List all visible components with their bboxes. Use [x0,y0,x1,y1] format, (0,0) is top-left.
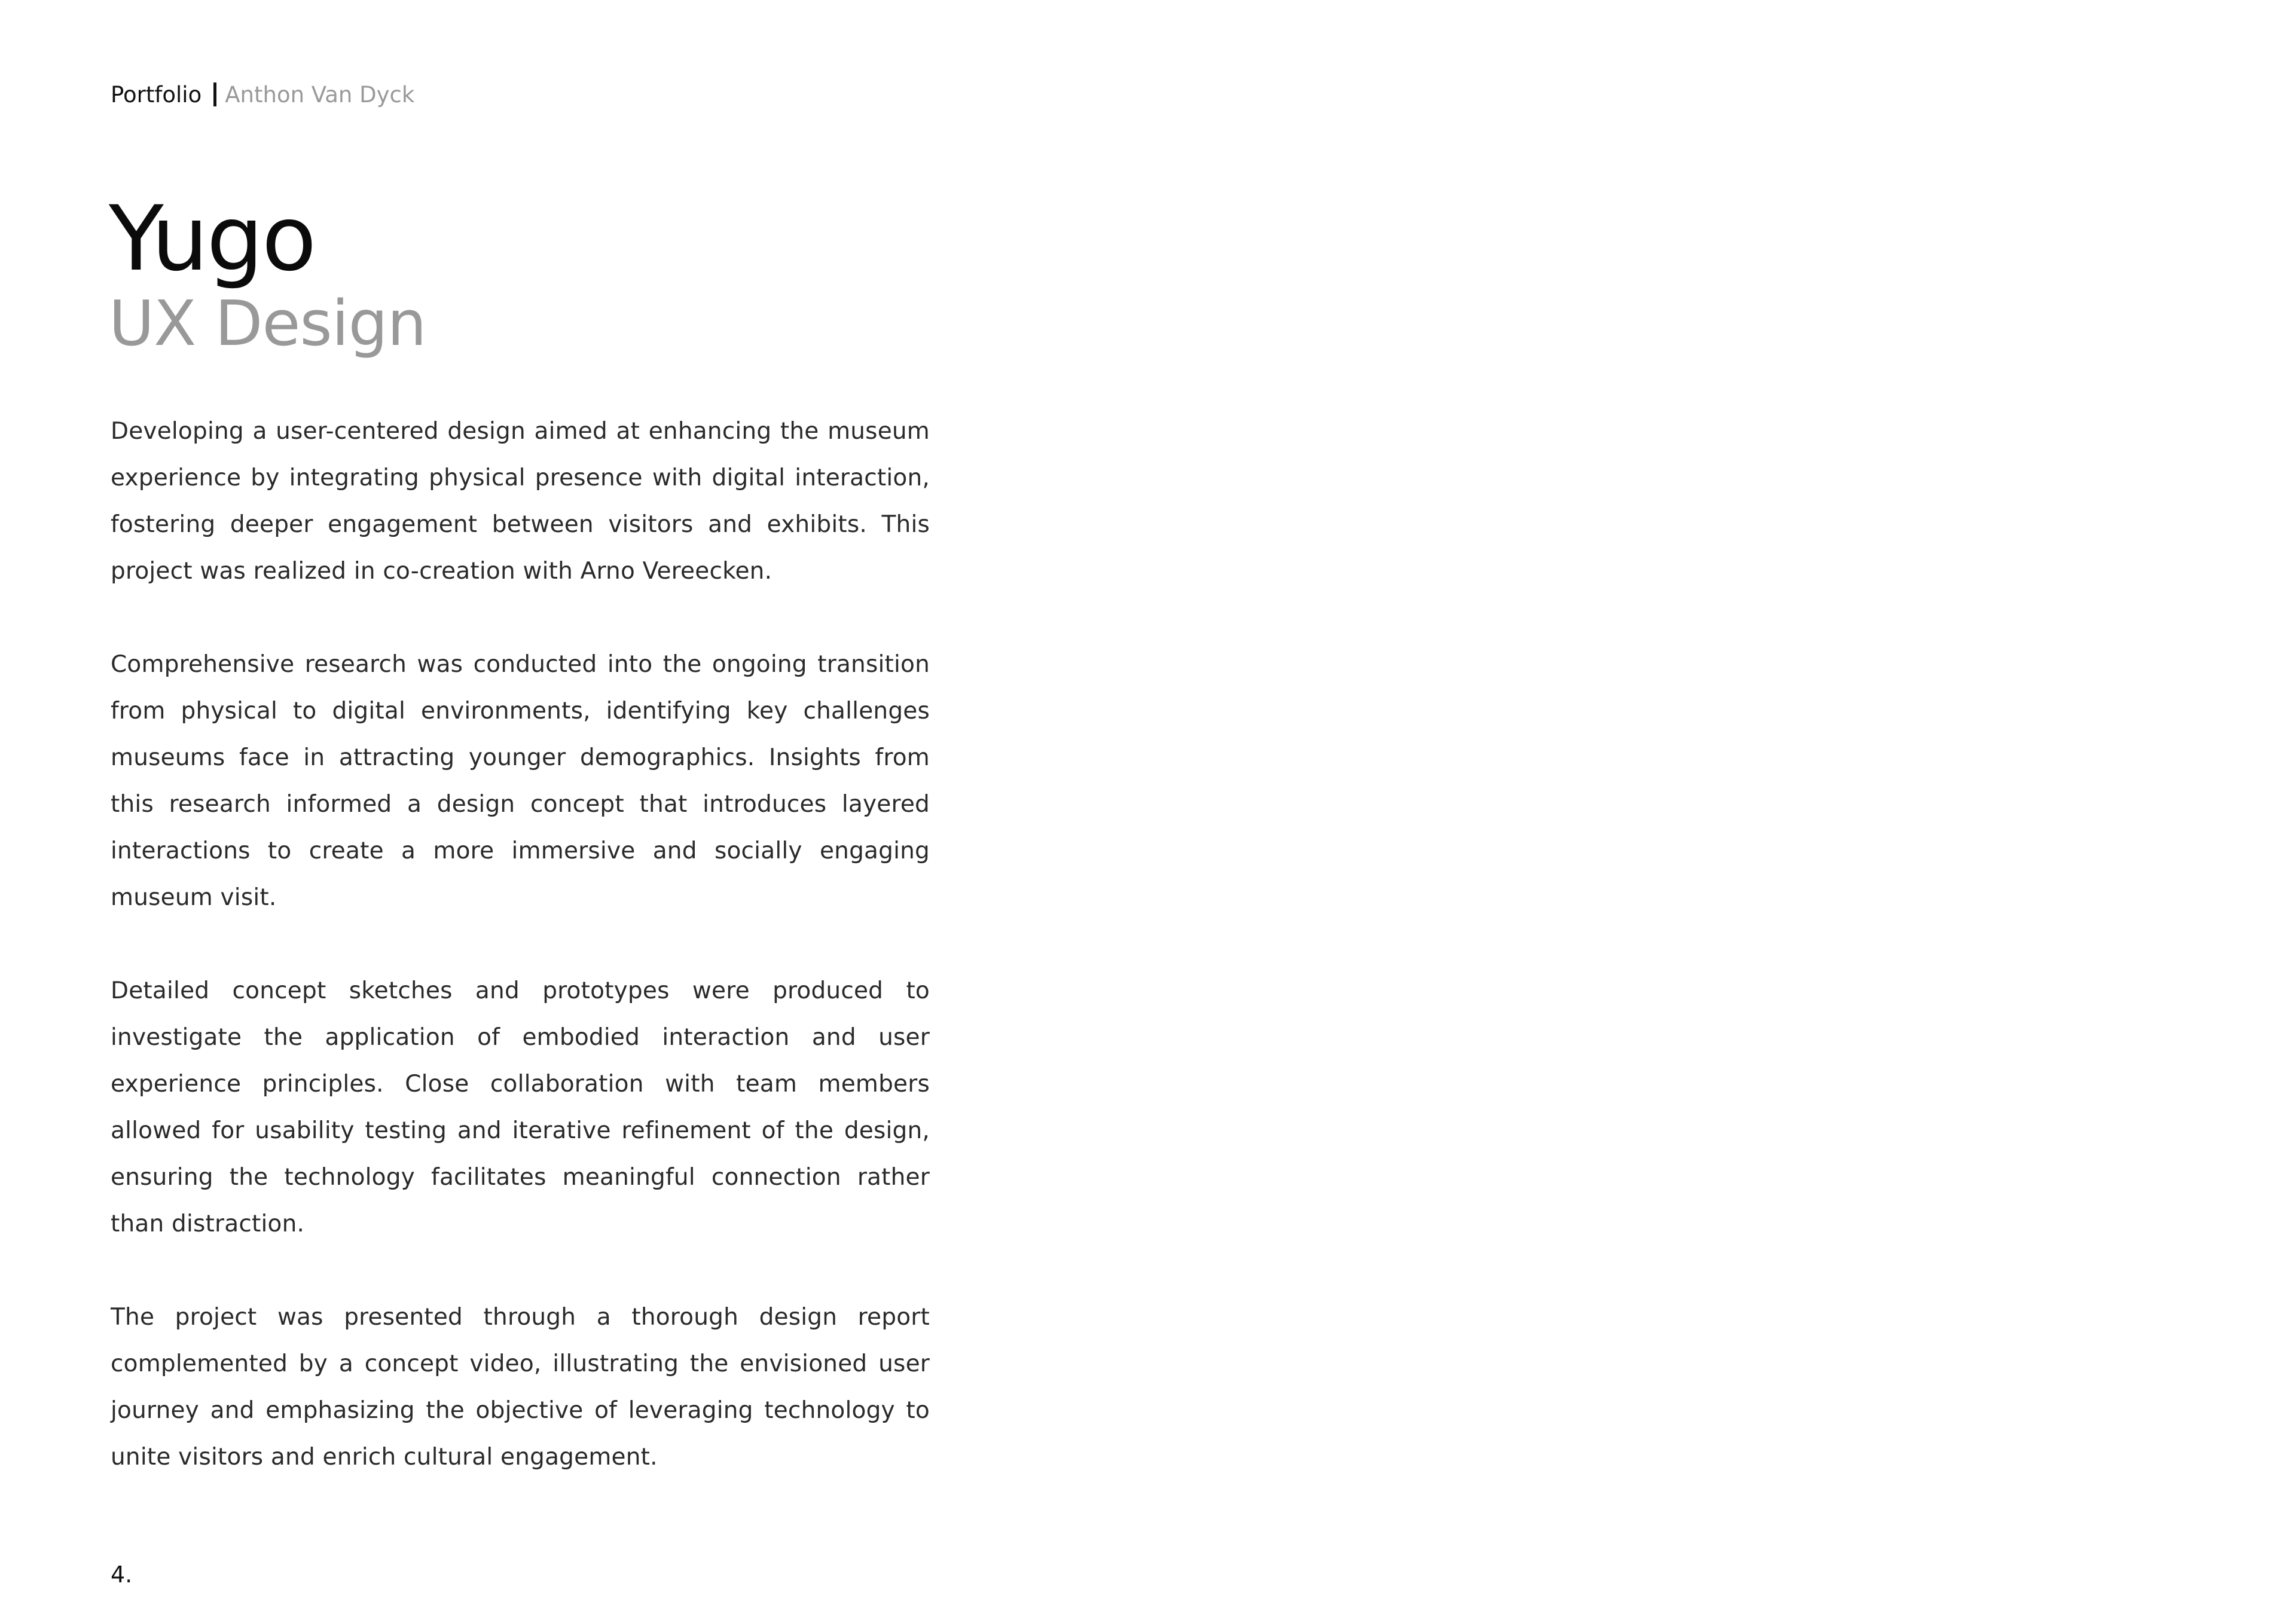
description-paragraph: Developing a user-centered design aimed at enhancing the museum experience by integrating physical presence with digital interaction, fostering deeper engagement between visitors and exhibits. This project was realized in co-creation with Arno Vereecken. [111,418,930,585]
title-block [109,187,946,360]
page-header [111,77,414,112]
project-description [111,408,930,1527]
page-number: 4. [111,1561,133,1588]
header-separator [213,82,216,106]
description-paragraph: Comprehensive research was conducted into the ongoing transition from physical to digital environments, identifying key challenges museums face in attracting younger demographics. Insights from this research informed a design concept that introduces layered interactions to create a more immersive and socially engaging museum visit. [111,651,930,911]
project-title: Yugo [109,187,315,291]
description-paragraph: The project was presented through a thorough design report complemented by a concept video, illustrating the envisioned user journey and emphasizing the objective of leveraging technology to unite visitors and enrich cultural engagement. [111,1304,930,1471]
author-name: Anthon Van Dyck [225,81,415,108]
project-subtitle: UX Design [109,287,426,360]
description-paragraph: Detailed concept sketches and prototypes were produced to investigate the application of embodied interaction and user experience principles. Close collaboration with team members allowed for usability testing and iterative refinement of the design, ensuring the technology facilitates meaningful connection rather than distraction. [111,977,930,1237]
portfolio-label: Portfolio [111,81,202,108]
